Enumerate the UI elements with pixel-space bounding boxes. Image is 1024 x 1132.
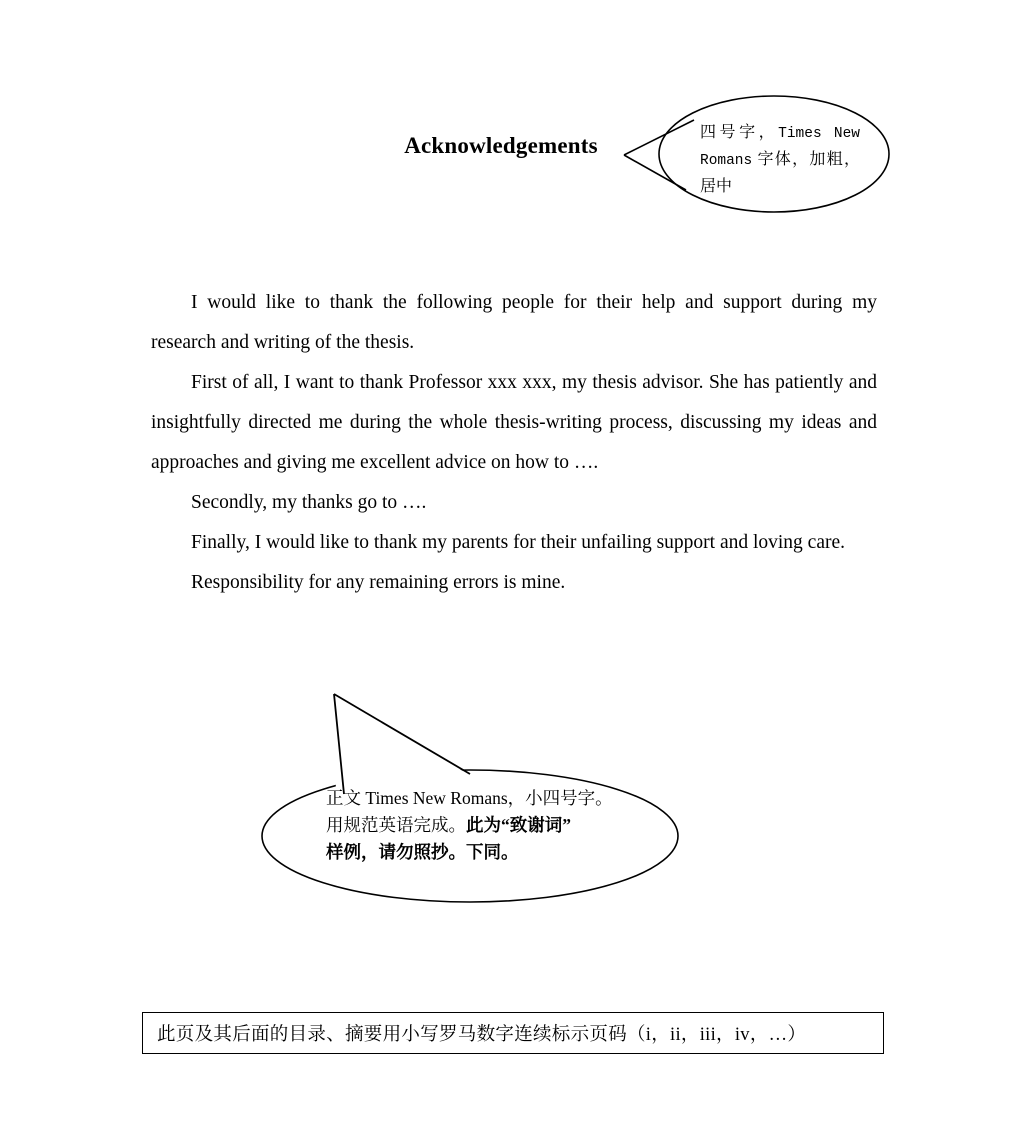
footer-note-text: 此页及其后面的目录、摘要用小写罗马数字连续标示页码（i，ii，iii，iv，…） [157,1025,807,1045]
callout-top-line2-suffix: 字体，加 [752,151,827,168]
footer-note-box [142,1012,884,1054]
callout-bottom-line2 [326,812,686,839]
callout-top-line3: 粗，居中 [700,151,860,195]
callout-top [624,92,894,227]
paragraph-5: Responsibility for any remaining errors is mine. [191,572,566,593]
paragraph-1: I would like to thank the following people for their help and support during my research and writing of the thesis. [151,292,877,353]
body-text [151,283,877,603]
callout-top-text [700,120,860,200]
callout-bottom-line2-bold: 此为“致谢词” [466,815,571,835]
callout-top-line2-mono: Romans [700,153,753,169]
callout-bottom-line2-plain: 用规范英语完成。 [326,815,466,835]
callout-bottom-text [326,785,686,866]
paragraph-4: Finally, I would like to thank my parents for their unfailing support and loving care. [191,532,846,553]
callout-bottom-line1: 正文 Times New Romans，小四号字。 [326,788,613,808]
paragraph-3: Secondly, my thanks go to …. [191,492,427,513]
callout-top-line1-mono: Times New [778,126,860,142]
callout-bottom [258,686,694,906]
page-title-text: Acknowledgements [404,133,598,158]
callout-bottom-line3: 样例，请勿照抄。下同。 [326,842,519,862]
callout-top-line1-prefix: 四号字， [700,124,779,141]
paragraph-2: First of all, I want to thank Professor xxx xxx, my thesis advisor. She has patiently and insightfully directed me during the whole thesis-writing process, discussing my ideas and approaches and giving me excellent advice on how to …. [151,372,877,473]
